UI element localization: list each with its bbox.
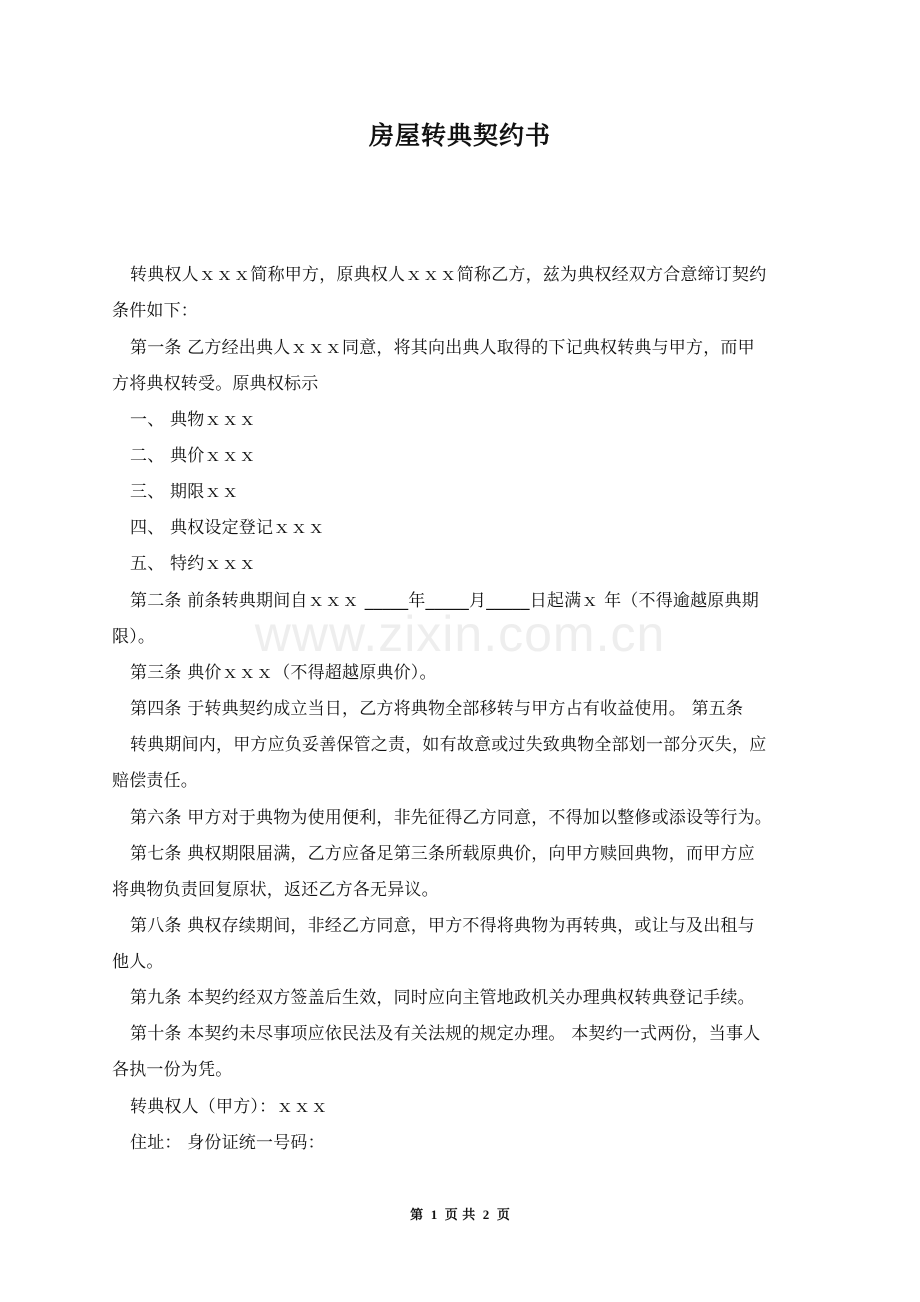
article-3: 第三条 典价ｘｘｘ（不得超越原典价）。 [130,663,437,683]
footer-prefix: 第 [410,1208,424,1223]
footer-middle: 页 共 [444,1208,476,1223]
list-item-2: 二、 典价ｘｘｘ [130,446,257,466]
party-a-address: 住址： 身份证统一号码： [130,1133,325,1153]
party-a-name: 转典权人（甲方）：ｘｘｘ [130,1097,328,1117]
body-line-2: 条件如下： [112,301,198,321]
total-page-number: 2 [482,1207,490,1222]
article-5-line-2: 赔偿责任。 [112,771,198,791]
article-8-line-2: 他人。 [112,952,164,972]
article-7-line-2: 将典物负责回复原状，返还乙方各无异议。 [112,880,439,900]
article-7-line-1: 第七条 典权期限届满，乙方应备足第三条所载原典价，向甲方赎回典物，而甲方应 [130,844,755,864]
article-5-line-1: 转典期间内，甲方应负妥善保管之责，如有故意或过失致典物全部划一部分灭失，应 [130,735,767,755]
site-watermark: www.zixin.com.cn [254,606,666,662]
article-9: 第九条 本契约经双方签盖后生效，同时应向主管地政机关办理典权转典登记手续。 [130,988,755,1008]
article-1-line-2: 方将典权转受。原典权标示 [112,374,319,394]
current-page-number: 1 [430,1207,438,1222]
article-2-line-2: 限）。 [112,627,156,647]
article-10-line-1: 第十条 本契约未尽事项应依民法及有关法规的规定办理。 本契约一式两份，当事人 [130,1024,761,1044]
body-line-1: 转典权人ｘｘｘ简称甲方，原典权人ｘｘｘ简称乙方，兹为典权经双方合意缔订契约 [130,265,767,285]
article-4: 第四条 于转典契约成立当日，乙方将典物全部移转与甲方占有收益使用。 第五条 [130,699,744,719]
article-2-line-1: 第二条 前条转典期间自ｘｘｘ _____年_____月_____日起满ｘ 年（不得逾越原典期 [130,591,759,611]
page-footer [0,1206,920,1225]
article-8-line-1: 第八条 典权存续期间，非经乙方同意，甲方不得将典物为再转典，或让与及出租与 [130,916,755,936]
article-1-line-1: 第一条 乙方经出典人ｘｘｘ同意，将其向出典人取得的下记典权转典与甲方，而甲 [130,338,755,358]
list-item-1: 一、 典物ｘｘｘ [130,410,257,430]
footer-suffix: 页 [496,1208,510,1223]
article-10-line-2: 各执一份为凭。 [112,1060,233,1080]
document-title: 房屋转典契约书 [368,121,551,150]
article-6: 第六条 甲方对于典物为使用便利，非先征得乙方同意，不得加以整修或添设等行为。 [130,808,773,828]
list-item-4: 四、 典权设定登记ｘｘｘ [130,518,325,538]
list-item-3: 三、 期限ｘｘ [130,482,239,502]
list-item-5: 五、 特约ｘｘｘ [130,554,257,574]
